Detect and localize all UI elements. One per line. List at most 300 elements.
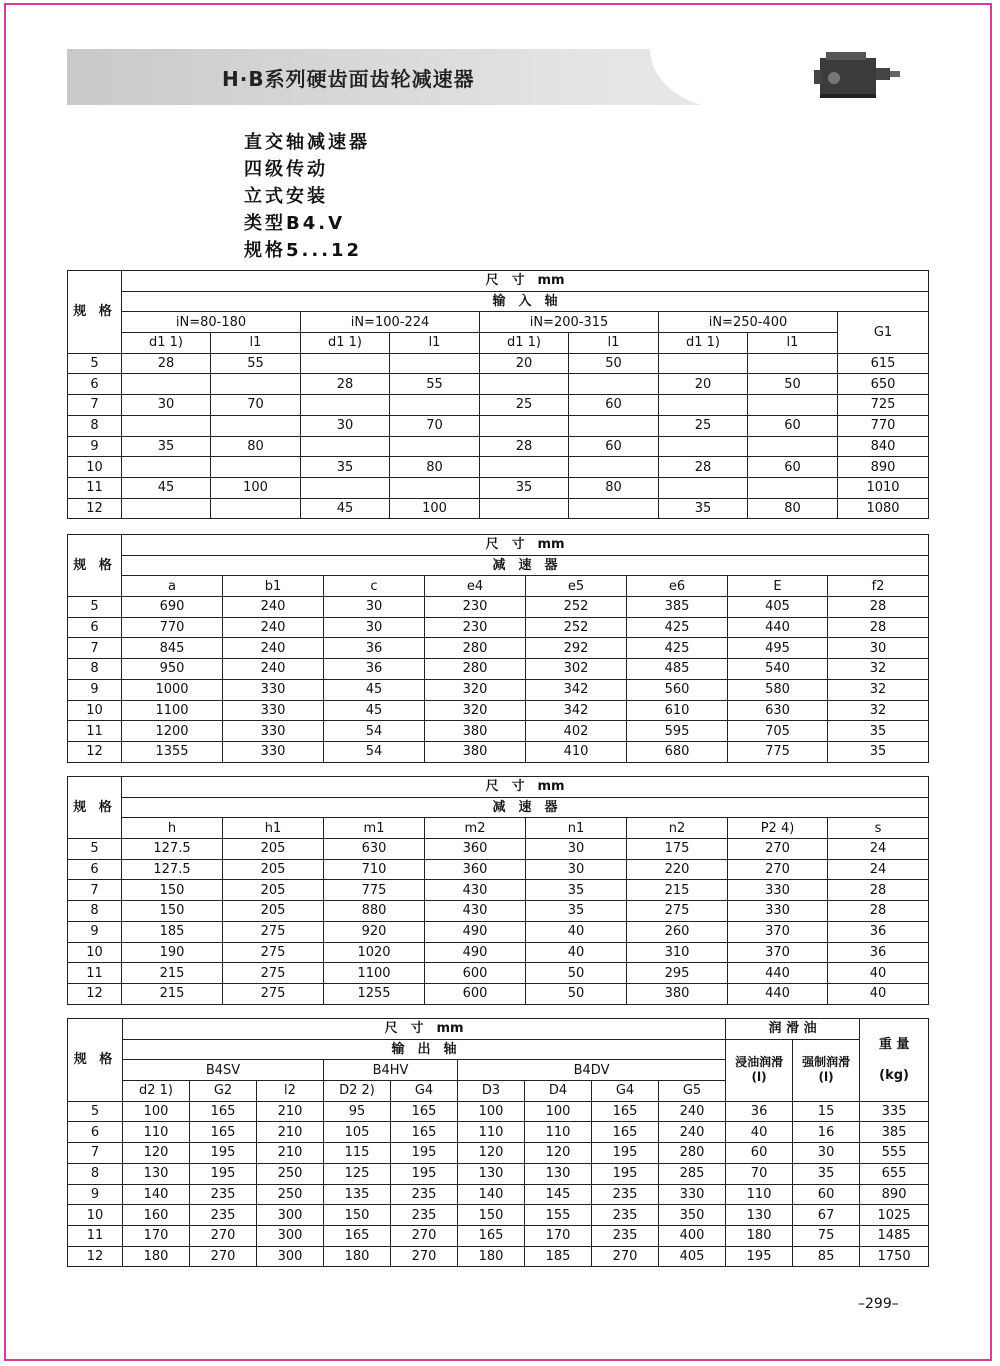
table-row bbox=[68, 942, 929, 963]
reducer-dimensions-table-1 bbox=[67, 534, 929, 763]
table-row bbox=[68, 1143, 929, 1164]
table-cell: 25 bbox=[480, 395, 569, 416]
table-cell: 240 bbox=[659, 1122, 726, 1143]
table-cell: 28 bbox=[301, 374, 390, 395]
table-cell: 300 bbox=[257, 1246, 324, 1267]
size-cell: 8 bbox=[68, 901, 122, 922]
table-cell: 130 bbox=[458, 1163, 525, 1184]
table-row bbox=[68, 1163, 929, 1184]
table-row bbox=[68, 638, 929, 659]
table-cell: 330 bbox=[659, 1184, 726, 1205]
table-cell: 370 bbox=[728, 921, 828, 942]
table-cell: 402 bbox=[526, 721, 627, 742]
col-header: D2 2) bbox=[324, 1081, 391, 1102]
table-cell: 215 bbox=[122, 963, 223, 984]
table-cell bbox=[748, 395, 838, 416]
table-row bbox=[68, 880, 929, 901]
table-cell: 180 bbox=[458, 1246, 525, 1267]
table-cell: 195 bbox=[726, 1246, 793, 1267]
table-cell: 165 bbox=[190, 1101, 257, 1122]
table-cell: 370 bbox=[728, 942, 828, 963]
table-cell: 1200 bbox=[122, 721, 223, 742]
table-cell: 180 bbox=[324, 1246, 391, 1267]
table-cell bbox=[659, 353, 748, 374]
table-cell: 840 bbox=[838, 436, 929, 457]
table-cell: 24 bbox=[828, 859, 929, 880]
table-cell: 410 bbox=[526, 741, 627, 762]
table-cell: 195 bbox=[190, 1163, 257, 1184]
table-cell: 20 bbox=[659, 374, 748, 395]
table-cell: 28 bbox=[480, 436, 569, 457]
table-cell: 110 bbox=[726, 1184, 793, 1205]
col-header: l2 bbox=[257, 1081, 324, 1102]
table-cell: 425 bbox=[627, 617, 728, 638]
table-cell: 145 bbox=[525, 1184, 592, 1205]
table-cell: 160 bbox=[123, 1205, 190, 1226]
heading-line: 类型B4.V bbox=[244, 213, 346, 234]
table-cell: 1020 bbox=[324, 942, 425, 963]
sub-header: 减 速 器 bbox=[122, 555, 929, 576]
table-cell bbox=[659, 477, 748, 498]
table-cell: 35 bbox=[526, 880, 627, 901]
table-cell: 595 bbox=[627, 721, 728, 742]
table-cell: 205 bbox=[223, 839, 324, 860]
table-cell: 845 bbox=[122, 638, 223, 659]
size-cell: 7 bbox=[68, 395, 122, 416]
table-cell bbox=[480, 498, 569, 519]
col-header: h bbox=[122, 818, 223, 839]
size-cell: 5 bbox=[68, 1101, 123, 1122]
table-cell: 115 bbox=[324, 1143, 391, 1164]
table-cell: 1100 bbox=[324, 963, 425, 984]
table-cell: 270 bbox=[592, 1246, 659, 1267]
table-cell: 580 bbox=[728, 679, 828, 700]
table-row bbox=[68, 395, 929, 416]
table-cell: 120 bbox=[458, 1143, 525, 1164]
table-cell: 610 bbox=[627, 700, 728, 721]
table-cell: 30 bbox=[324, 597, 425, 618]
table-cell: 705 bbox=[728, 721, 828, 742]
table-cell bbox=[748, 436, 838, 457]
table-cell: 405 bbox=[659, 1246, 726, 1267]
table-cell: 100 bbox=[123, 1101, 190, 1122]
table-cell: 165 bbox=[391, 1101, 458, 1122]
table-row bbox=[68, 901, 929, 922]
table-cell: 1255 bbox=[324, 983, 425, 1004]
table-cell: 405 bbox=[728, 597, 828, 618]
table-cell: 215 bbox=[122, 983, 223, 1004]
col-header: E bbox=[728, 576, 828, 597]
table-cell: 490 bbox=[425, 921, 526, 942]
table-cell: 240 bbox=[659, 1101, 726, 1122]
ratio-group: iN=80-180 bbox=[122, 312, 301, 333]
weight-header bbox=[860, 1019, 929, 1102]
table-cell bbox=[390, 395, 480, 416]
table-cell: 235 bbox=[391, 1184, 458, 1205]
table-cell: 15 bbox=[793, 1101, 860, 1122]
table-cell: 50 bbox=[569, 353, 659, 374]
col-header: d1 1) bbox=[122, 333, 211, 354]
size-cell: 11 bbox=[68, 721, 122, 742]
size-cell: 9 bbox=[68, 679, 122, 700]
table-cell: 1750 bbox=[860, 1246, 929, 1267]
ratio-group: iN=200-315 bbox=[480, 312, 659, 333]
table-row bbox=[68, 436, 929, 457]
table-cell: 140 bbox=[123, 1184, 190, 1205]
table-row bbox=[68, 1205, 929, 1226]
table-cell: 125 bbox=[324, 1163, 391, 1184]
table-cell bbox=[659, 436, 748, 457]
table-cell: 54 bbox=[324, 741, 425, 762]
table-cell: 385 bbox=[627, 597, 728, 618]
table-cell: 235 bbox=[592, 1205, 659, 1226]
table-cell: 35 bbox=[828, 721, 929, 742]
page-title: H·B系列硬齿面齿轮减速器 bbox=[222, 67, 475, 91]
size-cell: 12 bbox=[68, 741, 122, 762]
table-cell: 195 bbox=[391, 1143, 458, 1164]
table-cell: 30 bbox=[301, 415, 390, 436]
table-cell: 342 bbox=[526, 679, 627, 700]
table-cell: 650 bbox=[838, 374, 929, 395]
table-cell bbox=[301, 477, 390, 498]
table-cell: 270 bbox=[391, 1225, 458, 1246]
size-cell: 12 bbox=[68, 983, 122, 1004]
ratio-group: iN=100-224 bbox=[301, 312, 480, 333]
table-cell: 220 bbox=[627, 859, 728, 880]
table-cell: 630 bbox=[728, 700, 828, 721]
col-header: d2 1) bbox=[123, 1081, 190, 1102]
table-cell: 100 bbox=[211, 477, 301, 498]
table-cell bbox=[480, 415, 569, 436]
table-cell: 120 bbox=[123, 1143, 190, 1164]
spec-header: 规 格 bbox=[68, 777, 122, 839]
table-row bbox=[68, 921, 929, 942]
size-cell: 6 bbox=[68, 859, 122, 880]
ratio-group: iN=250-400 bbox=[659, 312, 838, 333]
section-heading bbox=[244, 129, 370, 264]
output-shaft-table bbox=[67, 1018, 929, 1267]
table-cell bbox=[122, 374, 211, 395]
table-cell: 1025 bbox=[860, 1205, 929, 1226]
table-cell: 54 bbox=[324, 721, 425, 742]
table-cell: 690 bbox=[122, 597, 223, 618]
table-cell bbox=[569, 415, 659, 436]
table-cell: 130 bbox=[726, 1205, 793, 1226]
dip-lube-header bbox=[726, 1039, 793, 1101]
table-cell: 80 bbox=[748, 498, 838, 519]
col-header: h1 bbox=[223, 818, 324, 839]
table-cell: 55 bbox=[211, 353, 301, 374]
table-cell: 725 bbox=[838, 395, 929, 416]
table-cell: 205 bbox=[223, 859, 324, 880]
forced-lube-header bbox=[793, 1039, 860, 1101]
col-header: l1 bbox=[390, 333, 480, 354]
table-cell: 280 bbox=[425, 659, 526, 680]
table-cell: 50 bbox=[526, 963, 627, 984]
table-cell: 35 bbox=[526, 901, 627, 922]
col-header: P2 4) bbox=[728, 818, 828, 839]
table-cell: 250 bbox=[257, 1163, 324, 1184]
table-cell: 252 bbox=[526, 617, 627, 638]
table-cell: 60 bbox=[569, 436, 659, 457]
col-header: G4 bbox=[391, 1081, 458, 1102]
table-cell: 32 bbox=[828, 679, 929, 700]
table-cell: 1000 bbox=[122, 679, 223, 700]
table-cell: 1010 bbox=[838, 477, 929, 498]
table-cell: 495 bbox=[728, 638, 828, 659]
table-cell: 30 bbox=[122, 395, 211, 416]
table-cell: 75 bbox=[793, 1225, 860, 1246]
table-cell: 195 bbox=[190, 1143, 257, 1164]
table-row bbox=[68, 415, 929, 436]
table-cell: 555 bbox=[860, 1143, 929, 1164]
table-cell: 185 bbox=[525, 1246, 592, 1267]
table-cell bbox=[211, 457, 301, 478]
type-group: B4SV bbox=[123, 1060, 324, 1081]
table-cell bbox=[748, 477, 838, 498]
table-cell bbox=[659, 395, 748, 416]
table-cell: 30 bbox=[793, 1143, 860, 1164]
table-cell: 270 bbox=[190, 1225, 257, 1246]
table-cell: 320 bbox=[425, 700, 526, 721]
table-cell: 300 bbox=[257, 1225, 324, 1246]
table-cell: 540 bbox=[728, 659, 828, 680]
size-cell: 8 bbox=[68, 659, 122, 680]
table-cell bbox=[390, 436, 480, 457]
table-cell: 485 bbox=[627, 659, 728, 680]
table-cell: 560 bbox=[627, 679, 728, 700]
table-cell bbox=[301, 395, 390, 416]
table-cell: 40 bbox=[726, 1122, 793, 1143]
table-cell: 35 bbox=[793, 1163, 860, 1184]
table-cell: 45 bbox=[122, 477, 211, 498]
table-row bbox=[68, 700, 929, 721]
input-shaft-table bbox=[67, 270, 929, 519]
table-row bbox=[68, 679, 929, 700]
table-cell: 302 bbox=[526, 659, 627, 680]
col-header: l1 bbox=[569, 333, 659, 354]
table-cell: 55 bbox=[390, 374, 480, 395]
size-cell: 9 bbox=[68, 436, 122, 457]
table-cell: 170 bbox=[525, 1225, 592, 1246]
col-header: l1 bbox=[748, 333, 838, 354]
table-cell: 100 bbox=[525, 1101, 592, 1122]
lube-header: 润 滑 油 bbox=[726, 1019, 860, 1040]
col-header: c bbox=[324, 576, 425, 597]
table-cell: 35 bbox=[828, 741, 929, 762]
table-cell: 50 bbox=[748, 374, 838, 395]
col-header: d1 1) bbox=[480, 333, 569, 354]
table-cell: 165 bbox=[190, 1122, 257, 1143]
table-cell: 165 bbox=[391, 1122, 458, 1143]
type-group: B4DV bbox=[458, 1060, 726, 1081]
table-cell: 150 bbox=[458, 1205, 525, 1226]
table-cell: 440 bbox=[728, 963, 828, 984]
table-cell: 28 bbox=[659, 457, 748, 478]
table-cell: 85 bbox=[793, 1246, 860, 1267]
table-cell: 80 bbox=[211, 436, 301, 457]
spec-header: 规 格 bbox=[68, 535, 122, 597]
table-cell: 70 bbox=[390, 415, 480, 436]
table-cell: 45 bbox=[324, 700, 425, 721]
table-cell: 330 bbox=[728, 901, 828, 922]
table-cell: 490 bbox=[425, 942, 526, 963]
table-row bbox=[68, 1246, 929, 1267]
table-cell: 275 bbox=[223, 983, 324, 1004]
table-cell: 100 bbox=[390, 498, 480, 519]
table-cell: 335 bbox=[860, 1101, 929, 1122]
size-cell: 11 bbox=[68, 963, 122, 984]
table-cell: 36 bbox=[828, 921, 929, 942]
table-cell: 680 bbox=[627, 741, 728, 762]
table-cell: 110 bbox=[123, 1122, 190, 1143]
table-cell: 260 bbox=[627, 921, 728, 942]
col-header: G5 bbox=[659, 1081, 726, 1102]
table-cell: 60 bbox=[793, 1184, 860, 1205]
col-header: a bbox=[122, 576, 223, 597]
size-cell: 10 bbox=[68, 1205, 123, 1226]
table-cell: 32 bbox=[828, 659, 929, 680]
table-cell: 770 bbox=[838, 415, 929, 436]
table-cell: 330 bbox=[223, 679, 324, 700]
table-cell: 130 bbox=[123, 1163, 190, 1184]
table-cell bbox=[390, 353, 480, 374]
table-cell: 30 bbox=[324, 617, 425, 638]
table-cell: 630 bbox=[324, 839, 425, 860]
table-cell: 80 bbox=[390, 457, 480, 478]
table-cell: 1080 bbox=[838, 498, 929, 519]
table-cell: 210 bbox=[257, 1122, 324, 1143]
table-cell: 120 bbox=[525, 1143, 592, 1164]
col-header: n2 bbox=[627, 818, 728, 839]
table-cell: 330 bbox=[223, 741, 324, 762]
size-cell: 5 bbox=[68, 597, 122, 618]
size-cell: 8 bbox=[68, 1163, 123, 1184]
table-cell: 45 bbox=[324, 679, 425, 700]
table-cell: 270 bbox=[190, 1246, 257, 1267]
table-row bbox=[68, 498, 929, 519]
table-cell: 175 bbox=[627, 839, 728, 860]
table-row bbox=[68, 1101, 929, 1122]
table-cell: 310 bbox=[627, 942, 728, 963]
table-cell: 28 bbox=[828, 880, 929, 901]
table-row bbox=[68, 721, 929, 742]
table-row bbox=[68, 1225, 929, 1246]
sub-header: 减 速 器 bbox=[122, 797, 929, 818]
table-cell: 330 bbox=[728, 880, 828, 901]
col-header: l1 bbox=[211, 333, 301, 354]
table-cell: 185 bbox=[122, 921, 223, 942]
table-cell: 30 bbox=[526, 859, 627, 880]
spec-header: 规 格 bbox=[68, 271, 122, 354]
table-cell: 150 bbox=[122, 880, 223, 901]
table-cell: 440 bbox=[728, 617, 828, 638]
table-cell: 100 bbox=[458, 1101, 525, 1122]
table-cell: 40 bbox=[828, 983, 929, 1004]
table-cell: 70 bbox=[726, 1163, 793, 1184]
col-header: s bbox=[828, 818, 929, 839]
col-header: D3 bbox=[458, 1081, 525, 1102]
forced-lube-label: 强制润滑 bbox=[802, 1055, 851, 1070]
table-cell: 67 bbox=[793, 1205, 860, 1226]
col-header: D4 bbox=[525, 1081, 592, 1102]
col-header: e4 bbox=[425, 576, 526, 597]
table-cell: 36 bbox=[828, 942, 929, 963]
table-cell: 275 bbox=[223, 942, 324, 963]
table-cell: 30 bbox=[828, 638, 929, 659]
dip-lube-label: 浸油润滑 bbox=[735, 1055, 784, 1070]
table-row bbox=[68, 659, 929, 680]
table-row bbox=[68, 963, 929, 984]
table-cell: 105 bbox=[324, 1122, 391, 1143]
col-header: d1 1) bbox=[659, 333, 748, 354]
table-cell: 230 bbox=[425, 597, 526, 618]
table-cell: 430 bbox=[425, 880, 526, 901]
table-row bbox=[68, 983, 929, 1004]
page-number: –299– bbox=[858, 1296, 899, 1312]
size-cell: 11 bbox=[68, 1225, 123, 1246]
table-cell bbox=[211, 498, 301, 519]
size-cell: 10 bbox=[68, 700, 122, 721]
table-cell: 890 bbox=[860, 1184, 929, 1205]
col-header: d1 1) bbox=[301, 333, 390, 354]
table-cell: 270 bbox=[391, 1246, 458, 1267]
table-cell: 28 bbox=[122, 353, 211, 374]
table-cell bbox=[122, 457, 211, 478]
table-cell: 330 bbox=[223, 700, 324, 721]
table-row bbox=[68, 859, 929, 880]
table-cell: 80 bbox=[569, 477, 659, 498]
spec-header: 规 格 bbox=[68, 1019, 123, 1102]
table-cell: 195 bbox=[592, 1163, 659, 1184]
table-cell: 215 bbox=[627, 880, 728, 901]
table-cell: 230 bbox=[425, 617, 526, 638]
table-cell: 45 bbox=[301, 498, 390, 519]
type-group: B4HV bbox=[324, 1060, 458, 1081]
dip-lube-unit: (l) bbox=[751, 1070, 767, 1085]
size-cell: 12 bbox=[68, 498, 122, 519]
col-header: b1 bbox=[223, 576, 324, 597]
col-header: G2 bbox=[190, 1081, 257, 1102]
table-cell: 250 bbox=[257, 1184, 324, 1205]
table-cell bbox=[301, 353, 390, 374]
table-cell: 32 bbox=[828, 700, 929, 721]
table-cell: 35 bbox=[480, 477, 569, 498]
size-cell: 7 bbox=[68, 638, 122, 659]
gear-reducer-image bbox=[806, 50, 906, 100]
table-cell: 360 bbox=[425, 839, 526, 860]
table-cell: 400 bbox=[659, 1225, 726, 1246]
table-row bbox=[68, 741, 929, 762]
table-cell: 210 bbox=[257, 1143, 324, 1164]
table-cell: 60 bbox=[748, 457, 838, 478]
table-cell: 385 bbox=[860, 1122, 929, 1143]
table-cell: 280 bbox=[425, 638, 526, 659]
table-cell: 36 bbox=[726, 1101, 793, 1122]
table-cell: 655 bbox=[860, 1163, 929, 1184]
table-cell: 205 bbox=[223, 901, 324, 922]
table-cell: 165 bbox=[592, 1101, 659, 1122]
table-cell: 890 bbox=[838, 457, 929, 478]
heading-line: 直交轴减速器 bbox=[244, 132, 370, 153]
table-cell: 25 bbox=[659, 415, 748, 436]
table-cell: 775 bbox=[324, 880, 425, 901]
table-cell: 440 bbox=[728, 983, 828, 1004]
table-cell: 40 bbox=[526, 942, 627, 963]
size-cell: 7 bbox=[68, 880, 122, 901]
weight-unit: (kg) bbox=[879, 1067, 909, 1083]
heading-line: 立式安装 bbox=[244, 186, 328, 207]
